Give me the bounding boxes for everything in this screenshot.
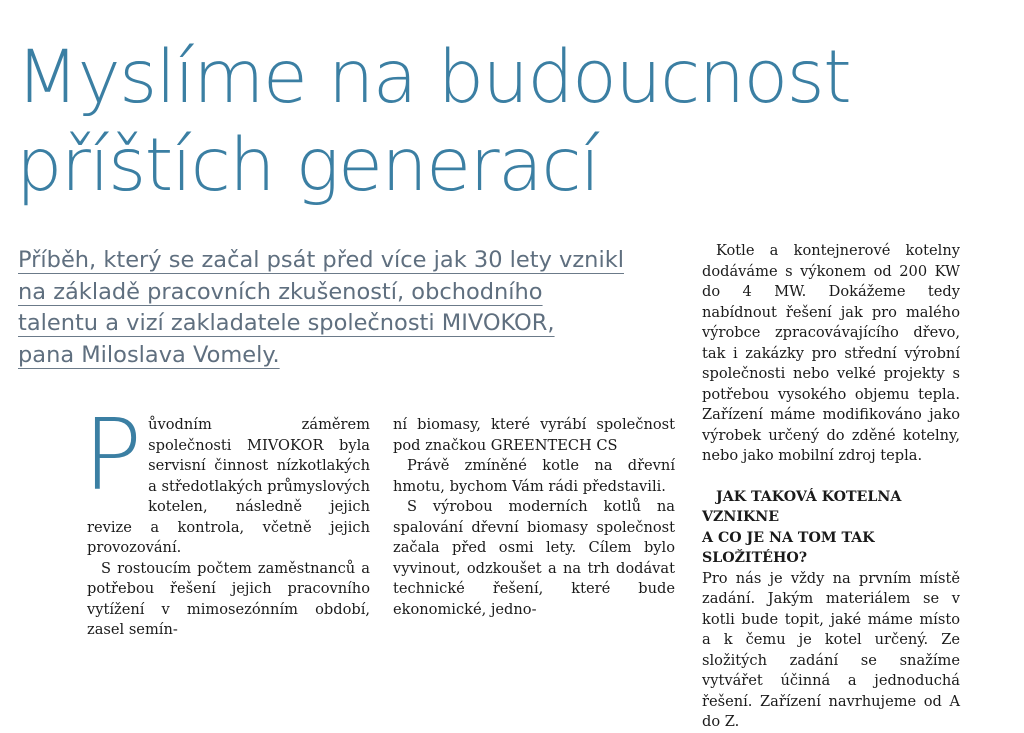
lead-line-3: talentu a vizí zakladatele společnosti MIVOKOR, — [18, 310, 555, 336]
headline-line-2: příštích generací — [16, 123, 599, 208]
column3-paragraph-2: Pro nás je vždy na prvním místě zadání. Jakým materiálem se v kotli bude topit, jaké máme místo a k čemu je kotel určený. Ze složitých zadání se snažíme vytvářet účinná a jednoduchá řešení. Zařízení navrhujeme od A do Z. — [702, 569, 960, 730]
column2-paragraph-2: Právě zmíněné kotle na dřevní hmotu, bychom Vám rádi představili. — [393, 457, 675, 495]
lead-line-1: Příběh, který se začal psát před více jak 30 lety vznikl — [18, 247, 624, 273]
column1-paragraph-1 — [83, 399, 370, 559]
subheading-line-2: A CO JE NA TOM TAK SLOŽITÉHO? — [702, 529, 875, 566]
headline-line-1: Myslíme na budoucnost — [16, 35, 851, 120]
column3-paragraph-1: Kotle a kontejnerové kotelny dodáváme s výkonem od 200 KW do 4 MW. Dokážeme tedy nabídnout řešení jak pro malého výrobce zpracovávajícího dřevo, tak i zakázky pro střední výrobní společnosti nebo velké projekty s potřebou vysokého objemu tepla. Zařízení máme modifikováno jako výrobek určený do zděné kotelny, nebo jako mobilní zdroj tepla. — [702, 242, 960, 464]
article-column-3 — [702, 241, 960, 733]
lead-line-4: pana Miloslava Vomely. — [18, 341, 280, 368]
column2-paragraph-3: S výrobou moderních kotlů na spalování dřevní biomasy společnost začala před osmi lety. Cílem bylo vyvinout, odzkoušet a na trh dodávat technické řešení, které bude ekonomické, jedno- — [393, 498, 675, 618]
column1-paragraph-1-text: ůvodním záměrem společnosti MIVOKOR byla servisní činnost nízkotlakých a středotlakých průmyslových kotelen, následně jejich revize a kontrola, včetně jejich provozování. — [87, 416, 370, 556]
article-column-2 — [393, 415, 675, 620]
lead-line-2: na základě pracovních zkušeností, obchodního — [18, 278, 543, 305]
lead-paragraph — [18, 245, 698, 371]
column2-paragraph-1: ní biomasy, které vyrábí společnost pod značkou GREENTECH CS — [393, 416, 675, 454]
column1-paragraph-2: S rostoucím počtem zaměstnanců a potřebou řešení jejich pracovního vytížení v mimosezónním období, zasel semín- — [87, 559, 370, 638]
section-subheading — [702, 487, 960, 569]
article-column-1 — [83, 399, 370, 641]
drop-cap: P — [83, 399, 143, 513]
subheading-line-1: JAK TAKOVÁ KOTELNA VZNIKNE — [702, 488, 902, 525]
headline — [16, 34, 850, 210]
